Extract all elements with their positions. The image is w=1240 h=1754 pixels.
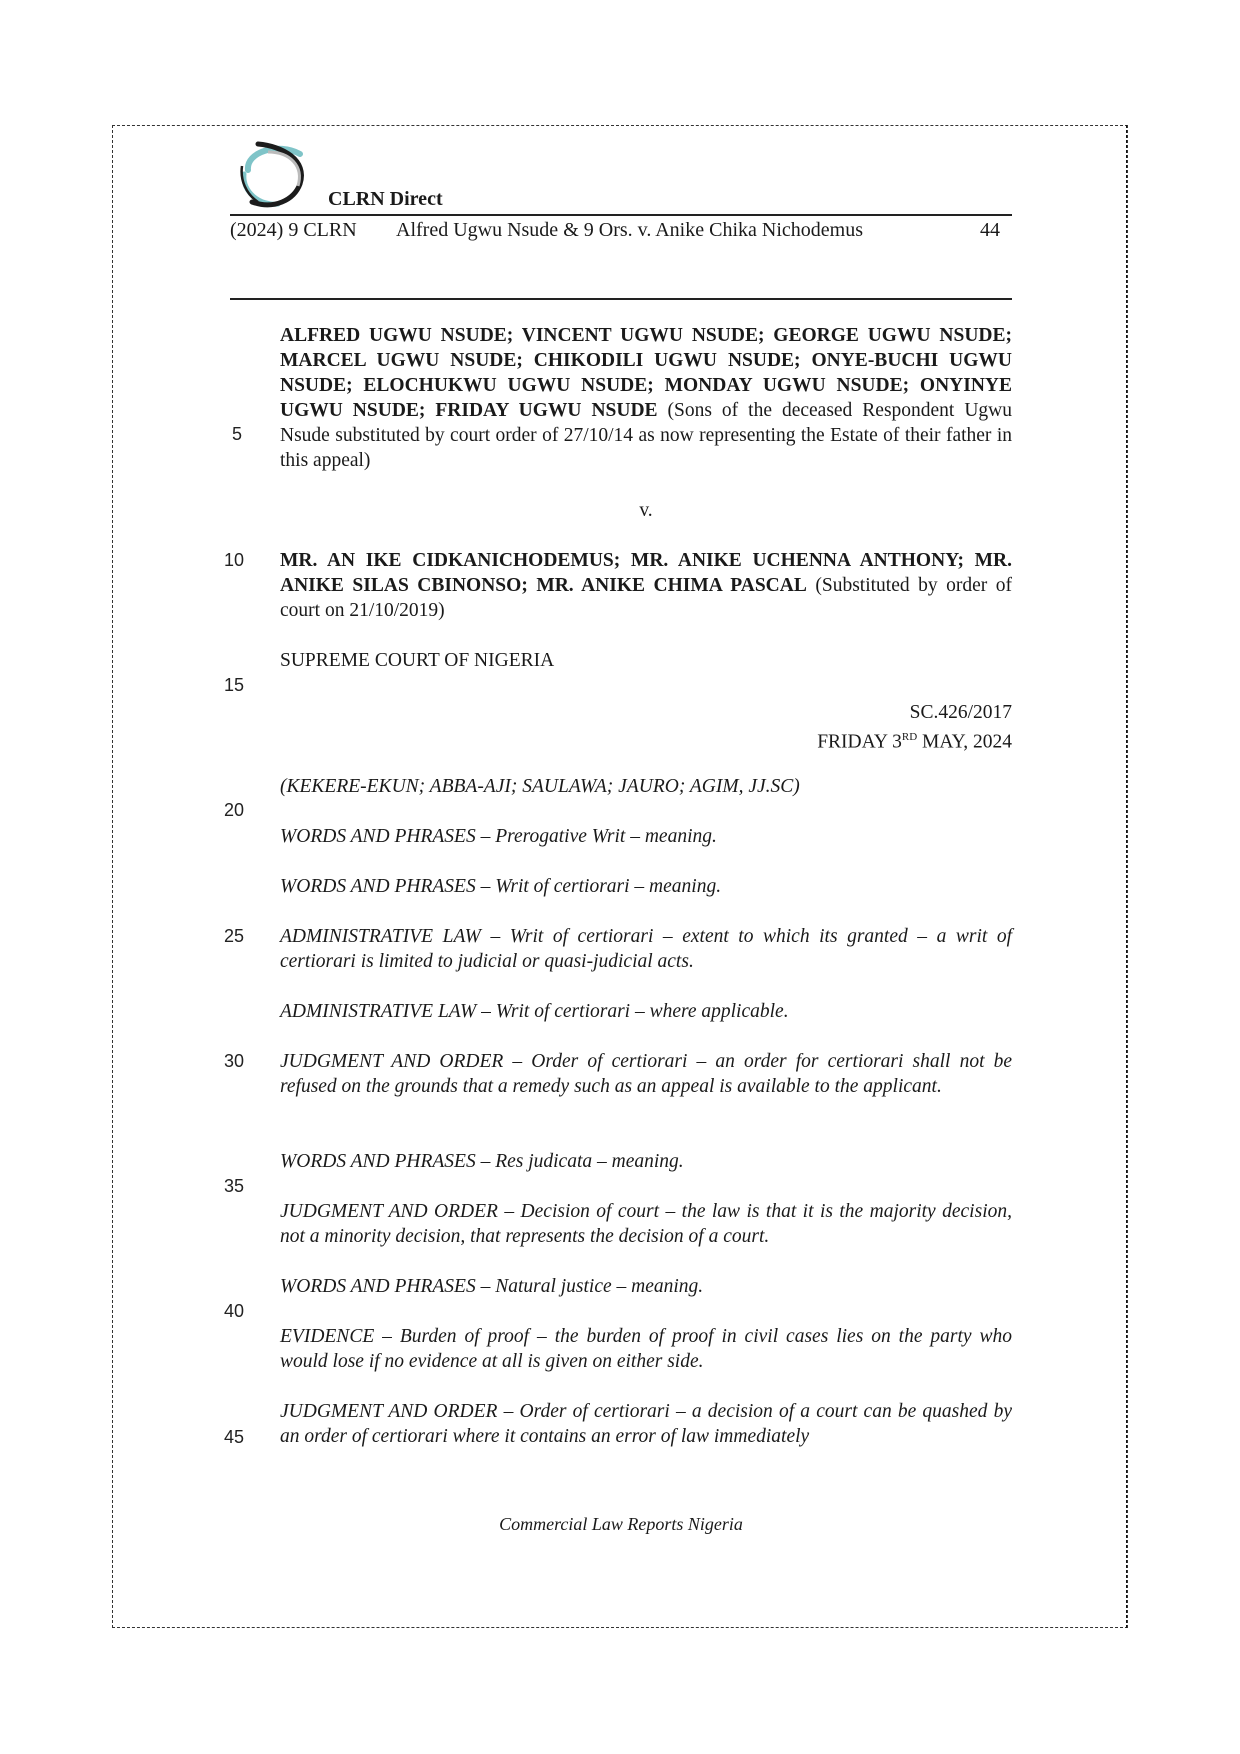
- suit-number: SC.426/2017: [909, 702, 1012, 723]
- coram: (KEKERE-EKUN; ABBA-AJI; SAULAWA; JAURO; AGIM, JJ.SC): [280, 776, 800, 797]
- catchword: WORDS AND PHRASES – Writ of certiorari – meaning.: [280, 876, 722, 897]
- footer-publication: Commercial Law Reports Nigeria: [499, 1514, 743, 1534]
- page-number: 44: [980, 219, 1000, 241]
- line-number: 25: [224, 926, 245, 946]
- line-number: 15: [224, 675, 245, 695]
- catchword: WORDS AND PHRASES – Res judicata – meaning.: [280, 1151, 684, 1172]
- respondents: [280, 548, 1012, 623]
- case-title: Alfred Ugwu Nsude & 9 Ors. v. Anike Chika Nichodemus: [396, 219, 863, 241]
- line-number: 35: [224, 1176, 245, 1196]
- date-day: FRIDAY 3: [817, 731, 902, 753]
- citation: (2024) 9 CLRN: [230, 219, 357, 241]
- catchword: WORDS AND PHRASES – Natural justice – meaning.: [280, 1276, 704, 1297]
- catchword: JUDGMENT AND ORDER – Order of certiorari – an order for certiorari shall not be refused on the grounds that a remedy such as an appeal is available to the applicant.: [280, 1051, 1012, 1097]
- clrn-logo-icon: [238, 140, 312, 212]
- header-bottom-rule: [230, 298, 1012, 300]
- respondents-note: (Substituted by order of court on 21/10/2019): [280, 575, 1013, 621]
- line-number: 45: [224, 1427, 245, 1447]
- line-number: 30: [224, 1051, 245, 1071]
- judgment-date: [280, 725, 1012, 755]
- appellants-note: (Sons of the deceased Respondent Ugwu Nsude substituted by court order of 27/10/14 as now representing the Estate of their father in this appeal): [280, 400, 1012, 471]
- respondents-names: MR. AN IKE CIDKANICHODEMUS; MR. ANIKE UCHENNA ANTHONY; MR. ANIKE SILAS CBINONSO; MR. ANIKE CHIMA PASCAL: [280, 550, 1012, 596]
- court-name: SUPREME COURT OF NIGERIA: [280, 650, 555, 671]
- line-number: 5: [232, 424, 243, 444]
- appellants: [280, 323, 1012, 473]
- catchword: JUDGMENT AND ORDER – Decision of court – the law is that it is the majority decision, not a minority decision, that represents the decision of a court.: [280, 1201, 1012, 1247]
- catchword: ADMINISTRATIVE LAW – Writ of certiorari – where applicable.: [280, 1001, 789, 1022]
- catchword: EVIDENCE – Burden of proof – the burden of proof in civil cases lies on the party who would lose if no evidence at all is given on either side.: [280, 1326, 1012, 1372]
- catchword: JUDGMENT AND ORDER – Order of certiorari – a decision of a court can be quashed by an order of certiorari where it contains an error of law immediately: [280, 1401, 1012, 1447]
- appellants-names: ALFRED UGWU NSUDE; VINCENT UGWU NSUDE; GEORGE UGWU NSUDE; MARCEL UGWU NSUDE; CHIKODILI UGWU NSUDE; ONYE-BUCHI UGWU NSUDE; ELOCHUKWU UGWU NSUDE; MONDAY UGWU NSUDE; ONYINYE UGWU NSUDE; FRIDAY UGWU NSUDE: [280, 325, 1012, 421]
- date-suffix: RD: [901, 731, 918, 743]
- line-number: 10: [224, 550, 245, 570]
- date-rest: MAY, 2024: [917, 731, 1012, 753]
- line-number: 20: [224, 800, 245, 820]
- versus: v.: [639, 500, 653, 521]
- catchword: ADMINISTRATIVE LAW – Writ of certiorari – extent to which its granted – a writ of certiorari is limited to judicial or quasi-judicial acts.: [280, 926, 1012, 972]
- header-rule: [230, 214, 1012, 216]
- brand-name: CLRN Direct: [328, 188, 443, 210]
- page-border-right: [1126, 125, 1127, 1628]
- catchword: WORDS AND PHRASES – Prerogative Writ – meaning.: [280, 826, 717, 847]
- line-number: 40: [224, 1301, 245, 1321]
